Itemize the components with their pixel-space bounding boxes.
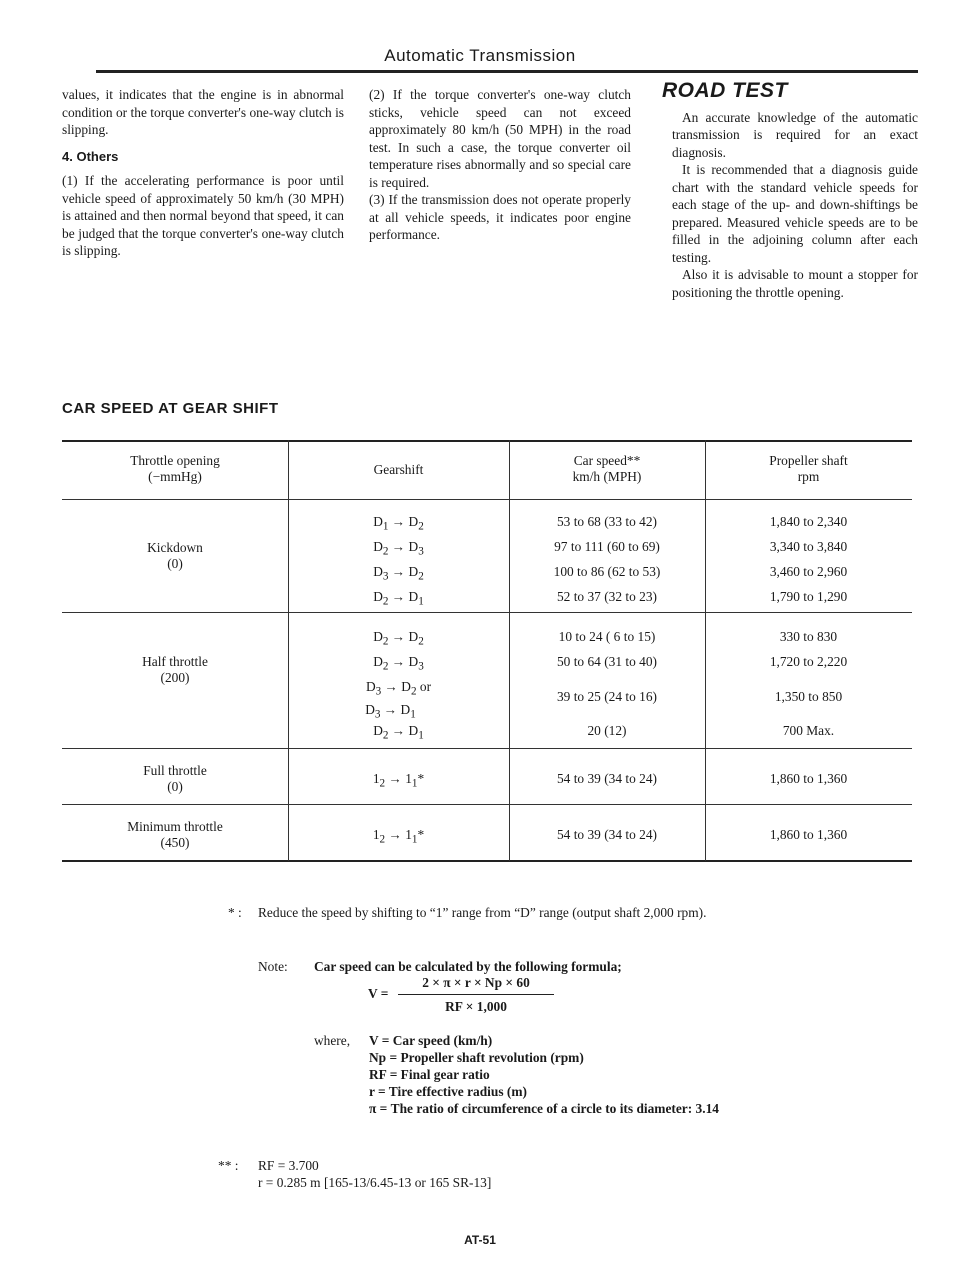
rpm-cell: 1,840 to 2,340 [769,514,848,529]
rpm-cell: 1,790 to 1,290 [769,589,848,604]
note-label: Note: [258,959,288,974]
table-bottom-rule [62,860,912,862]
table-group-rule [62,748,912,749]
rpm-cell: 3,460 to 2,960 [769,564,848,579]
col2-paragraph-1: (2) If the torque converter's one-way clutch sticks, vehicle speed can not exceed approximately 80 km/h (50 MPH) in the road test. In such a case, the torque converter oil temperature rises abnormally and so special care is required. [369,87,631,190]
col2-paragraph-2: (3) If the transmission does not operate properly at all vehicle speeds, it indicates poor engine performance. [369,192,631,242]
rpm-cell: 3,340 to 3,840 [769,539,848,554]
gearshift-cell: $1_2 \to 1_1*$ [372,771,425,790]
formula-fraction-bar [398,994,554,995]
table-group-rule [62,804,912,805]
note-text: Car speed can be calculated by the following formula; [314,959,622,974]
gearshift-cell: $D_3 \to D_2$ or $D_3 \to D_1$ [365,679,432,721]
page-header-title: Automatic Transmission [384,46,576,65]
car-speed-cell: 50 to 64 (31 to 40) [556,654,658,669]
final-gear-ratio-line: RF = 3.700 [258,1158,319,1173]
gearshift-cell: $D_2 \to D_1$ [373,589,424,608]
definition-item: RF = Final gear ratio [369,1067,490,1082]
car-speed-cell: 20 (12) [587,723,627,738]
gearshift-cell: $D_2 \to D_2$ [373,629,424,648]
car-speed-cell: 10 to 24 ( 6 to 15) [558,629,656,644]
col3-paragraph-2: It is recommended that a diagnosis guide chart with the standard vehicle speeds for each stage of the up- and down-shiftings be prepared. Measured vehicle speeds are to be filled in the adjoining column after each testing. [672,162,918,265]
car-speed-cell: 39 to 25 (24 to 16) [556,689,658,704]
table-header-rule [62,499,912,500]
rpm-cell: 700 Max. [782,723,835,738]
footnote-star-text: Reduce the speed by shifting to “1” range from “D” range (output shaft 2,000 rpm). [258,905,707,920]
footnote-double-star-mark: ** : [218,1158,239,1173]
col1-paragraph-2: (1) If the accelerating performance is poor until vehicle speed of approximately 50 km/h (30 MPH) is attained and then normal beyond that speed, it can be judged that the torque converter's one-way clutch is slipping. [62,173,344,258]
group-label-kickdown: Kickdown (0) [147,540,203,571]
definition-item: r = Tire effective radius (m) [369,1084,527,1099]
column-3 [662,79,918,301]
gearshift-cell: $D_1 \to D_2$ [373,514,424,533]
group-label-minimum-throttle: Minimum throttle (450) [127,819,223,850]
rpm-cell: 1,860 to 1,360 [769,771,848,786]
definition-item: Np = Propeller shaft revolution (rpm) [369,1050,584,1065]
car-speed-cell: 54 to 39 (34 to 24) [556,771,658,786]
col1-paragraph-1: values, it indicates that the engine is in abnormal condition or the torque converter's one-way clutch is slipping. [62,87,344,137]
footnote-star-mark: * : [228,905,242,920]
table-column-divider [509,440,510,861]
header-throttle-opening: Throttle opening (−mmHg) [130,453,220,484]
table-group-rule [62,612,912,613]
road-test-heading: ROAD TEST [662,79,788,102]
header-rule [96,70,918,73]
table-column-divider [288,440,289,861]
section-title: CAR SPEED AT GEAR SHIFT [62,400,279,417]
car-speed-cell: 52 to 37 (32 to 23) [556,589,658,604]
col3-paragraph-3: Also it is advisable to mount a stopper for positioning the throttle opening. [672,267,918,300]
header-propeller-rpm: Propeller shaft rpm [769,453,848,484]
rpm-cell: 1,860 to 1,360 [769,827,848,842]
gearshift-cell: $D_2 \to D_3$ [373,539,424,558]
formula-v-label: V = [368,986,389,1001]
where-label: where, [314,1033,351,1048]
gearshift-cell: $D_3 \to D_2$ [373,564,424,583]
footnote-double-star-values [258,1157,818,1191]
table-column-divider [705,440,706,861]
car-speed-cell: 54 to 39 (34 to 24) [556,827,658,842]
car-speed-cell: 100 to 86 (62 to 53) [553,564,661,579]
rpm-cell: 1,350 to 850 [774,689,843,704]
formula-denominator: RF × 1,000 [445,999,507,1014]
group-label-full-throttle: Full throttle (0) [143,763,207,794]
gearshift-cell: $D_2 \to D_3$ [373,654,424,673]
formula-numerator: 2 × π × r × Np × 60 [422,975,530,990]
tire-radius-line: r = 0.285 m [165-13/6.45-13 or 165 SR-13] [258,1175,492,1190]
table-top-rule [62,440,912,442]
page-number: AT-51 [464,1233,496,1247]
definition-item: π = The ratio of circumference of a circle to its diameter: 3.14 [369,1101,719,1116]
car-speed-cell: 53 to 68 (33 to 42) [556,514,658,529]
definition-item: V = Car speed (km/h) [369,1033,493,1048]
col3-paragraph-1: An accurate knowledge of the automatic transmission is required for an exact diagnosis. [672,109,918,160]
gearshift-cell: $D_2 \to D_1$ [373,723,424,742]
header-car-speed: Car speed** km/h (MPH) [572,453,642,484]
rpm-cell: 330 to 830 [779,629,838,644]
car-speed-cell: 97 to 111 (60 to 69) [554,539,660,554]
column-1 [62,86,344,269]
others-heading: 4. Others [62,148,119,164]
column-2 [369,86,631,253]
header-gearshift: Gearshift [373,462,424,477]
rpm-cell: 1,720 to 2,220 [769,654,848,669]
gearshift-cell: $1_2 \to 1_1*$ [372,827,425,846]
formula-definitions [369,1032,909,1117]
group-label-half-throttle: Half throttle (200) [142,654,208,685]
